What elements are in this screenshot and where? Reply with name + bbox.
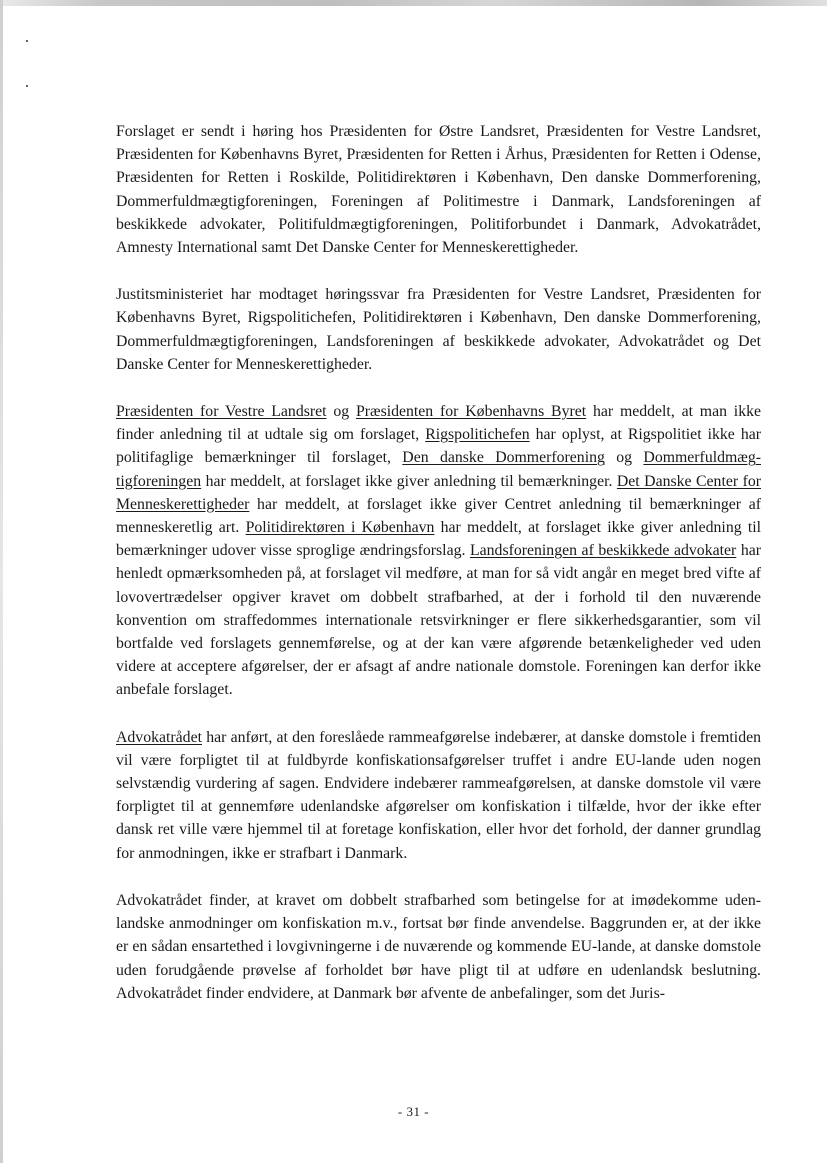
- paragraph-text: og: [326, 403, 356, 421]
- underlined-entity-name: Advokatrådet: [116, 728, 202, 746]
- document-paragraph: [116, 120, 761, 259]
- paragraph-text: har meddelt, at man ikke finder anledning til at udtale sig om forslaget,: [116, 403, 762, 444]
- underlined-entity-name: Præsidenten for Vestre Landsret: [116, 403, 327, 421]
- underlined-entity-name: Landsforeningen af beskikkede advokater: [469, 542, 737, 560]
- paragraph-text: har anført, at den foreslåede rammeafgørelse indebærer, at danske domstole i fremtiden vil være forpligtet til at fuldbyrde konfiskationsafgørelser truffet i andre EU-lande uden nogen selvstændig vurdering af sagen. Endvidere indebærer rammeafgørelsen, at danske domstole vil være forpligtet til at gennemføre udenlandske afgørelser om konfiskation i tilfælde, hvor der ikke efter dansk ret ville være hjemmel til at foretage konfiskation, eller hvor det forhold, der danner grundlag for anmodningen, ikke er strafbart i Danmark.: [116, 728, 761, 862]
- document-page-body: [116, 120, 761, 1029]
- underlined-entity-name: Dommerfuldmægtigforeningen: [116, 449, 761, 490]
- underlined-entity-name: Det Danske Center for Menneskerettigheder: [116, 472, 761, 513]
- underlined-entity-name: Den danske Dommerforening: [402, 449, 605, 467]
- paragraph-text: Forslaget er sendt i høring hos Præsidenten for Østre Landsret, Præsidenten for Vestre Landsret, Præsidenten for Københavns Byret, Præsidenten for Retten i Århus, Præsidenten for Retten i Odense, Præsidenten for Retten i Roskilde, Politidirektøren i København, Den danske Dommerforening, Dommerfuldmægtigforeningen, Foreningen af Politimestre i Danmark, Landsforeningen af beskikkede advokater, Politifuldmægtigforeningen, Politiforbundet i Danmark, Advokatrådet, Amnesty International samt Det Danske Center for Menneskerettigheder.: [116, 123, 761, 257]
- document-paragraph: [116, 400, 761, 702]
- underlined-entity-name: Politidirektøren i København: [245, 519, 435, 537]
- paragraph-text: og: [604, 449, 644, 467]
- paragraph-text: Advokatrådet finder, at kravet om dobbelt strafbarhed som betingelse for at imødekomme udenlandske anmodninger om konfiskation m.v., fortsat bør finde anvendelse. Baggrunden er, at der ikke er en sådan ensartethed i lovgivningerne i de nuværende og kommende EU-lande, at danske domstole uden forudgående prøvelse af forholdet bør have pligt til at udføre en udenlandsk beslutning. Advokatrådet finder endvidere, at Danmark bør afvente de anbefalinger, som det Juris-: [116, 891, 761, 1002]
- scan-speck: [26, 85, 28, 87]
- document-paragraph: [116, 726, 761, 865]
- scan-speck: [26, 40, 28, 42]
- page-number: - 31 -: [397, 1104, 430, 1119]
- paragraph-text: har meddelt, at forslaget ikke giver anledning til bemærkninger udover visse sproglige ændringsforslag.: [116, 519, 762, 560]
- underlined-entity-name: Præsidenten for Københavns Byret: [355, 403, 587, 421]
- paragraph-text: har meddelt, at forslaget ikke giver anledning til bemærkninger.: [201, 472, 617, 490]
- scan-edge-top: [0, 0, 827, 6]
- document-paragraph: [116, 283, 761, 376]
- paragraph-text: har meddelt, at forslaget ikke giver Centret anledning til bemærkninger af menneskeretlig art.: [116, 495, 761, 537]
- document-paragraph: [116, 889, 761, 1005]
- scan-edge-left: [0, 0, 3, 1163]
- paragraph-text: Justitsministeriet har modtaget høringssvar fra Præsidenten for Vestre Landsret, Præsidenten for Københavns Byret, Rigspolitichefen, Politidirektøren i København, Den danske Dommerforening, Dommerfuldmægtigforeningen, Landsforeningen af beskikkede advokater, Advokatrådet og Det Danske Center for Menneskerettigheder.: [116, 286, 761, 373]
- paragraph-text: har henledt opmærksomheden på, at forslaget vil medføre, at man for så vidt angår en meget bred vifte af lovovertrædelser opgiver kravet om dobbelt strafbarhed, at der i forhold til den nuværende konvention om straffedommes internationale retsvirkninger er flere sikkerhedsgarantier, som vil bortfalde ved forslagets gennemførelse, og at der kan være afgørende betænkeligheder ved uden videre at acceptere afgørelser, der er afsagt af andre nationale domstole. Foreningen kan derfor ikke anbefale forslaget.: [116, 542, 761, 699]
- paragraph-text: har oplyst, at Rigspolitiet ikke har politifaglige bemærkninger til forslaget,: [116, 426, 761, 467]
- underlined-entity-name: Rigspolitichefen: [425, 426, 530, 444]
